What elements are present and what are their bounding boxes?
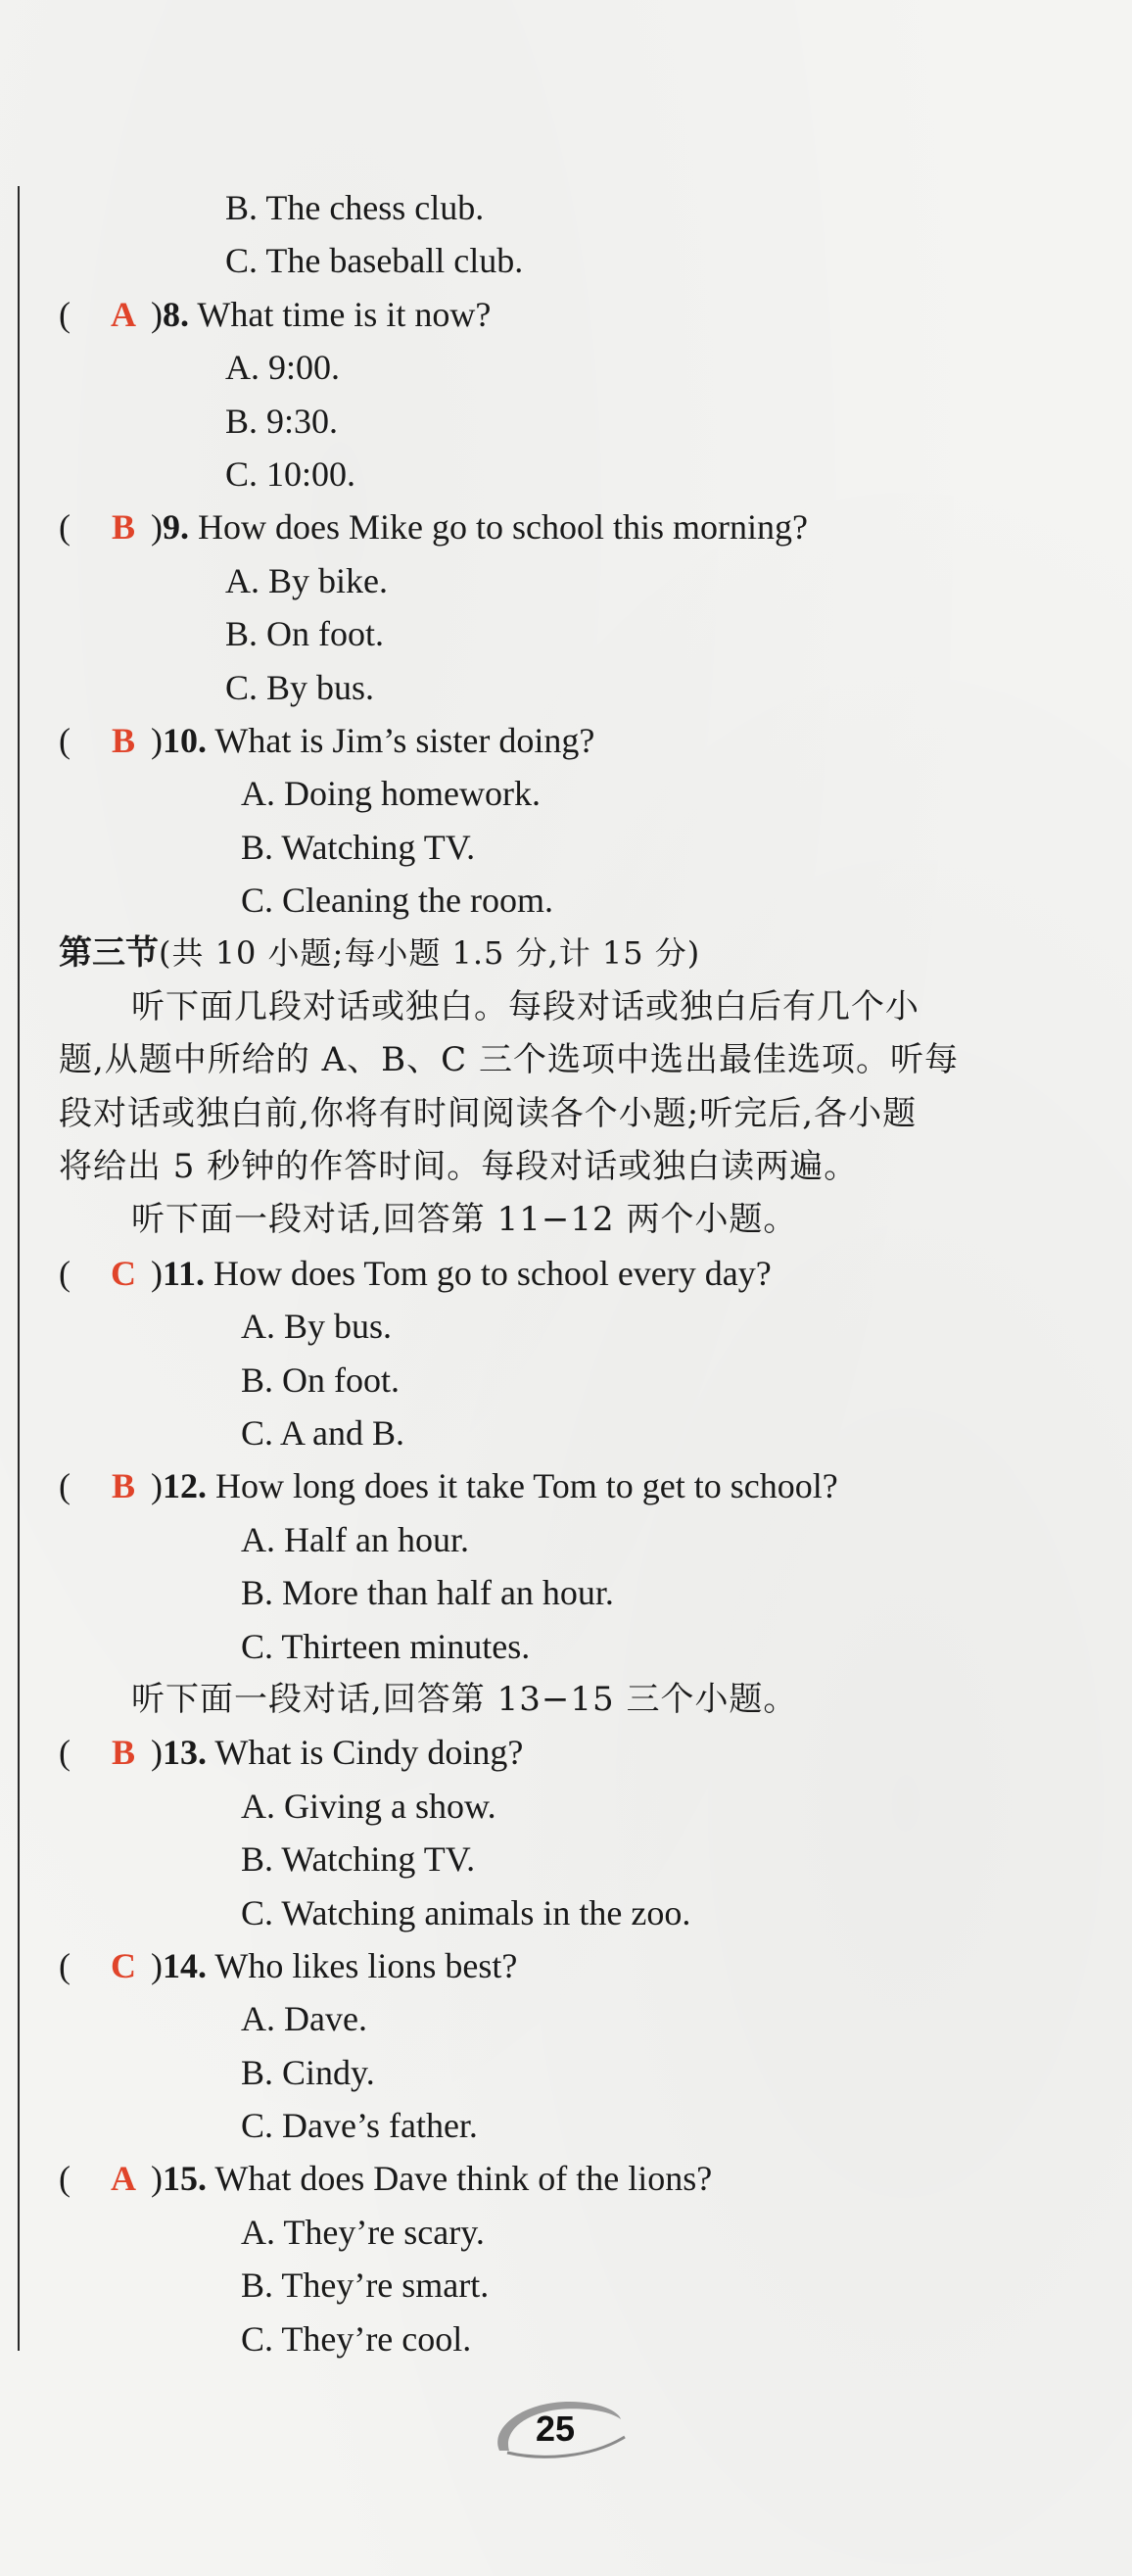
option-line: B. They’re smart. [241,2266,490,2306]
instruction-line: 将给出 5 秒钟的作答时间。每段对话或独白读两遍。 [59,1147,859,1187]
answer-mark: B [111,507,135,548]
content-column [59,181,1097,2365]
question-line: ( B )9. How does Mike go to school this morning? [59,501,1097,553]
question-line: ( B )10. What is Jim’s sister doing? [59,714,1097,767]
answer-mark: B [111,720,135,760]
answer-mark: A [111,2159,136,2199]
question-number: 9. [163,507,189,548]
option-line: B. On foot. [225,614,384,654]
question-number: 14. [163,1945,207,1985]
option-line: B. Cindy. [241,2052,375,2092]
question-text: Who likes lions best? [214,1945,518,1985]
answer-mark: A [111,294,136,334]
question-text: What does Dave think of the lions? [214,2159,713,2199]
answer-mark: C [111,1945,136,1985]
question-number: 13. [163,1733,207,1773]
option-line: C. A and B. [241,1412,405,1453]
option-line: C. They’re cool. [241,2318,472,2359]
option-line: C. Thirteen minutes. [241,1626,531,1666]
question-number: 8. [163,294,189,334]
question-text: What is Jim’s sister doing? [214,720,595,760]
instruction-line: 段对话或独白前,你将有时间阅读各个小题;听完后,各小题 [59,1093,918,1133]
option-line: A. Doing homework. [241,774,541,814]
question-text: How does Mike go to school this morning? [198,507,808,548]
question-line: ( B )12. How long does it take Tom to get to school? [59,1459,1097,1512]
question-number: 15. [163,2159,207,2199]
option-line: B. On foot. [241,1360,400,1400]
group-intro: 听下面一段对话,回答第 11−12 两个小题。 [131,1200,798,1240]
question-line: ( A )15. What does Dave think of the lions? [59,2152,1097,2205]
question-text: What is Cindy doing? [214,1733,524,1773]
question-text: What time is it now? [197,294,492,334]
section-heading [59,927,1097,979]
option-line: A. By bus. [241,1307,393,1347]
option-line: C. Watching animals in the zoo. [241,1892,691,1932]
page-number-badge [482,2390,629,2468]
answer-mark: B [111,1733,135,1773]
option-line: C. Dave’s father. [241,2106,478,2146]
option-line: B. Watching TV. [241,827,476,867]
answer-mark: C [111,1253,136,1293]
option-line: B. 9:30. [225,401,339,441]
option-line: C. 10:00. [225,453,356,494]
section-note: (共 10 小题;每小题 1.5 分,计 15 分) [159,934,701,973]
answer-mark: B [111,1466,135,1506]
question-number: 12. [163,1466,207,1506]
option-line: C. The baseball club. [225,241,524,281]
section-title: 第三节 [59,933,159,974]
option-line: C. By bus. [225,667,375,707]
question-line: ( C )14. Who likes lions best? [59,1939,1097,1992]
option-line: A. Giving a show. [241,1786,496,1826]
question-number: 11. [163,1253,206,1293]
option-line: C. Cleaning the room. [241,881,553,921]
option-line: B. The chess club. [225,188,485,227]
option-line: A. They’re scary. [241,2212,485,2252]
margin-rule [18,186,20,2351]
question-line: ( C )11. How does Tom go to school every day? [59,1247,1097,1300]
question-text: How does Tom go to school every day? [213,1253,772,1293]
question-line: ( A )8. What time is it now? [59,288,1097,341]
group-intro: 听下面一段对话,回答第 13−15 三个小题。 [131,1679,798,1719]
question-number: 10. [163,720,207,760]
option-line: A. By bike. [225,560,388,600]
option-line: B. More than half an hour. [241,1573,614,1613]
instruction-line: 听下面几段对话或独白。每段对话或独白后有几个小 [131,986,920,1026]
question-text: How long does it take Tom to get to school? [215,1466,838,1506]
option-line: B. Watching TV. [241,1839,476,1880]
option-line: A. Dave. [241,1999,367,2039]
instruction-line: 题,从题中所给的 A、B、C 三个选项中选出最佳选项。听每 [59,1040,959,1080]
option-line: A. 9:00. [225,348,340,388]
question-line: ( B )13. What is Cindy doing? [59,1726,1097,1779]
option-line: A. Half an hour. [241,1519,469,1559]
page-number: 25 [535,2409,576,2449]
